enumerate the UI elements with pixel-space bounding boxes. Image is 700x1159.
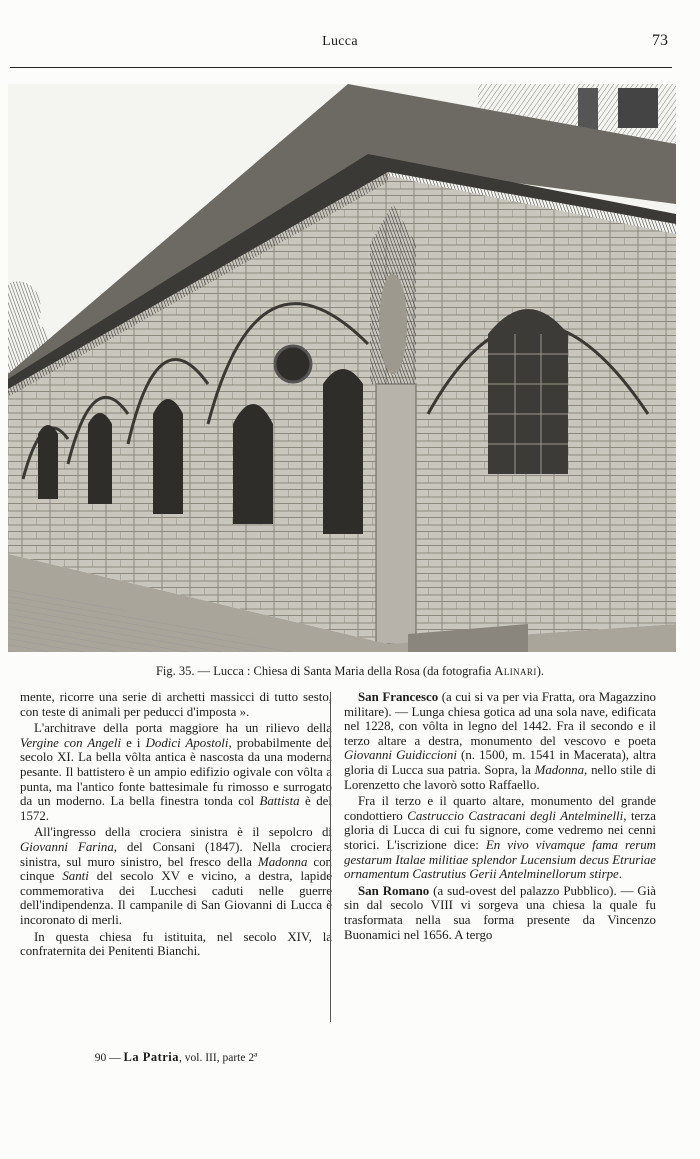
italic-run: Santi xyxy=(62,869,89,884)
section-heading: San Romano xyxy=(358,883,430,898)
text-run: , probabilmente del secolo XI. La bella vôlta antica è nascosta da una moderna pesante. Il battistero è un ampio edifizio ogivale con vôlta a punta, ma l'antico fonte battesimale fu rimosso e surrogato da un moderno. La bella finestra tonda col xyxy=(20,735,333,809)
text-run: Fra il terzo e il quarto altare, monumento del grande condottiero xyxy=(344,794,656,823)
caption-text: Fig. 35. — Lucca : Chiesa di Santa Maria della Rosa (da fotografia xyxy=(155,664,495,678)
running-header xyxy=(10,34,670,56)
text-run: , terza gloria di Lucca di cui fu signore, come vedremo nei cenni storici. L'iscrizione dice: xyxy=(344,808,656,852)
text-run: . xyxy=(618,867,622,882)
right-column xyxy=(344,690,656,944)
figure-engraving xyxy=(8,84,676,652)
caption-suffix: ). xyxy=(536,664,545,678)
caption-credit: Alinari xyxy=(494,664,537,678)
italic-run: Battista xyxy=(259,794,300,809)
text-run: del secolo XV e vicino, a destra, lapide commemorativa dei Lucchesi caduti nelle guerre dell'indipendenza. Il campanile di San Giovanni di Lucca è incoronato di merli. xyxy=(20,869,332,927)
italic-run: Vergine con Angeli xyxy=(20,735,122,750)
signature-title: La Patria xyxy=(123,1050,180,1064)
header-rule xyxy=(10,67,672,68)
church-engraving xyxy=(8,84,676,652)
paragraph xyxy=(344,884,656,942)
page-number: 73 xyxy=(652,32,668,49)
figure-caption xyxy=(0,664,700,679)
signature-number: 90 — xyxy=(94,1052,124,1064)
running-title: Lucca xyxy=(322,34,358,49)
italic-run: Madonna xyxy=(534,762,585,777)
italic-run: Giovanni Farina xyxy=(20,839,114,854)
section-heading: San Francesco xyxy=(358,690,439,704)
paragraph xyxy=(344,794,656,882)
text-run: (a cui si va per via Fratta, ora Magazzino militare). — Lunga chiesa gotica ad una sola nave, edificata nel 1228, con vôlta in legno del 1442. Fra il secondo e il terzo altare a destra, monumento del vescovo e poeta xyxy=(344,690,656,748)
text-run: , nello stile di Lorenzetto che lavorò sotto Raffaello. xyxy=(344,762,656,792)
text-run: (a sud-ovest del palazzo Pubblico). — Già sin dal secolo VIII vi sorgeva una chiesa la quale fu trasformata nella sua forma presente da Vincenzo Buonamici nel 1656. A tergo xyxy=(344,883,656,942)
paragraph xyxy=(344,690,656,792)
paragraph: mente, ricorre una serie di archetti massicci di tutto sesto, con teste di animali per peducci d'imposta ». xyxy=(20,690,332,719)
signature-line xyxy=(20,1050,332,1065)
paragraph: In questa chiesa fu istituita, nel secolo XIV, la confraternita dei Penitenti Bianchi. xyxy=(20,929,332,959)
left-column xyxy=(20,690,332,961)
italic-run: Dodici Apostoli xyxy=(145,735,229,750)
column-divider xyxy=(330,692,331,1022)
paragraph xyxy=(20,825,332,927)
text-run: All'ingresso della crociera sinistra è il sepolcro di xyxy=(34,825,332,840)
italic-run: Castruccio Castracani degli Antelminelli xyxy=(407,808,624,823)
text-run: è del 1572. xyxy=(20,794,332,823)
text-run: (n. 1500, m. 1541 in Macerata), altra gloria di Lucca sua patria. Sopra, la xyxy=(344,748,656,777)
italic-run: En vivo vivamque fama rerum gestarum Italae militiae splendor Lucensium decus Etruriae ornamentum Castrutius Gerii Antelminellorum stirpe xyxy=(344,837,656,882)
text-run: con cinque xyxy=(20,854,332,884)
italic-run: Madonna xyxy=(257,854,308,869)
text-run: , del Consani (1847). Nella crociera sinistra, sul muro sinistro, bel fresco della xyxy=(20,839,332,869)
text-run: L'architrave della porta maggiore ha un rilievo della xyxy=(34,721,332,736)
paragraph xyxy=(20,721,332,823)
text-run: e i xyxy=(121,735,146,750)
italic-run: Giovanni Guidiccioni xyxy=(344,748,457,763)
signature-volume: , vol. III, parte 2ª xyxy=(179,1052,258,1064)
